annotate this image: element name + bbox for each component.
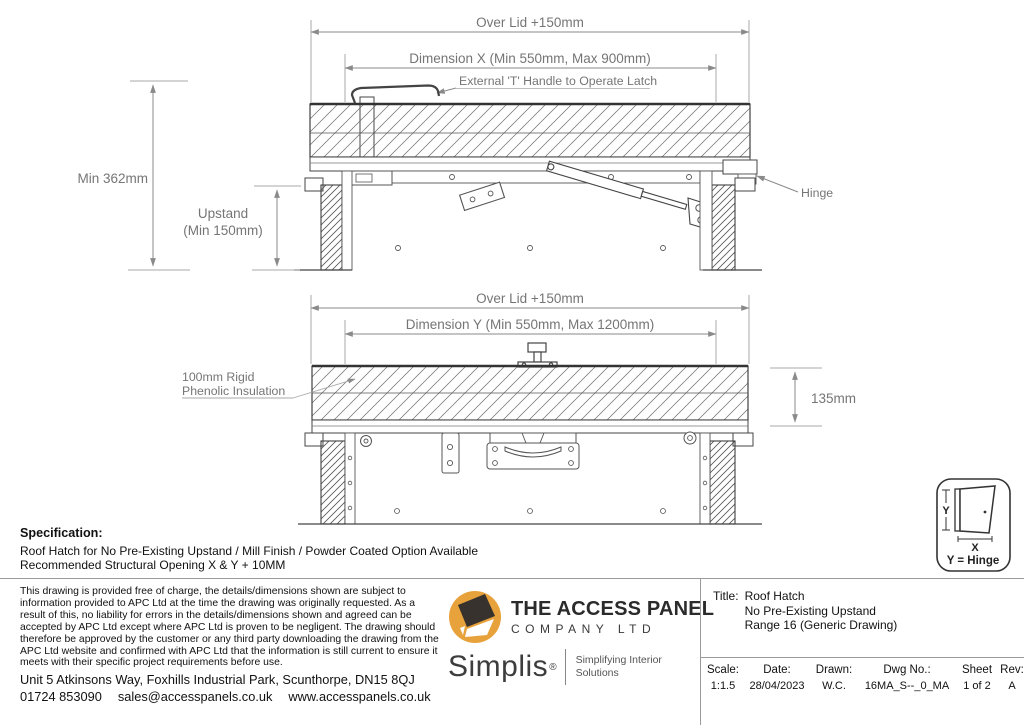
specification-line: Recommended Structural Opening X & Y + 10MM <box>20 558 286 572</box>
section-view-x <box>77 15 833 270</box>
legend-y-label: Y <box>942 505 950 517</box>
drawing-title-line1: Roof Hatch <box>744 589 805 603</box>
meta-label-drawn: Drawn: <box>815 664 853 676</box>
divider <box>565 649 566 685</box>
dim-label-over-lid-y: Over Lid +150mm <box>476 291 584 306</box>
meta-value-dwg-no: 16MA_S--_0_MA <box>864 680 950 692</box>
upstand-wall-left-y <box>321 441 345 524</box>
meta-label-sheet: Sheet <box>961 664 993 676</box>
drawing-meta-table <box>701 664 1024 692</box>
legend-x-label: X <box>971 542 979 554</box>
meta-label-rev: Rev: <box>1000 664 1024 676</box>
meta-label-dwg-no: Dwg No.: <box>883 664 931 676</box>
disclaimer-text: This drawing is provided free of charge, the details/dimensions shown are subject to information provided to APC Ltd at the time the drawing was originally requested. As a result of this, no liability for errors in the details/dimensions shown and agreed can be accepted by APC Ltd except where APC Ltd is proven to be negligent. The drawing should therefore be approved by the customer or any third party downloading the drawing from the APC Ltd website and confirmed with APC Ltd that the information is still current to ensure it meets with their specific project requirements before use. <box>20 586 439 669</box>
simplis-tagline-2: Solutions <box>575 667 619 679</box>
insulation-label-1: 100mm Rigid <box>182 370 255 384</box>
handle-label: External 'T' Handle to Operate Latch <box>459 74 658 88</box>
upstand-wall-left <box>321 185 342 270</box>
drawing-title-line3: Range 16 (Generic Drawing) <box>744 618 898 632</box>
meta-value-scale: 1:1.5 <box>710 680 736 692</box>
upstand-wall-right <box>712 185 735 270</box>
title-label: Title: <box>713 589 739 603</box>
brand-name-line1: THE ACCESS PANEL <box>511 598 715 620</box>
specification-heading: Specification: <box>20 526 103 540</box>
upstand-wall-right-y <box>710 441 735 524</box>
door-icon <box>960 486 995 533</box>
insulation-label-2: Phenolic Insulation <box>182 384 286 398</box>
t-handle-end-view <box>518 343 557 367</box>
dim-label-135: 135mm <box>811 391 857 406</box>
specification-line: Roof Hatch for No Pre-Existing Upstand / Mill Finish / Powder Coated Option Available <box>20 544 478 558</box>
meta-value-drawn: W.C. <box>822 680 846 692</box>
title-block <box>700 579 1024 725</box>
meta-value-rev: A <box>1008 680 1016 692</box>
brand-name-line2: COMPANY LTD <box>511 622 657 636</box>
address-block <box>20 672 447 705</box>
registered-mark: ® <box>549 661 557 673</box>
meta-label-scale: Scale: <box>707 664 739 676</box>
address-line: Unit 5 Atkinsons Way, Foxhills Industrial Park, Scunthorpe, DN15 8QJ <box>20 672 415 687</box>
simplis-logo <box>448 649 662 685</box>
meta-label-date: Date: <box>763 664 791 676</box>
hinge-label: Hinge <box>801 186 834 200</box>
phone-number: 01724 853090 <box>20 688 102 704</box>
dim-label-upstand-2: (Min 150mm) <box>183 223 263 238</box>
dim-label-x: Dimension X (Min 550mm, Max 900mm) <box>409 51 651 66</box>
latch-assembly <box>487 433 579 469</box>
dim-label-upstand-1: Upstand <box>197 206 249 221</box>
dim-label-min-height: Min 362mm <box>77 171 148 186</box>
website-link[interactable]: www.accesspanels.co.uk <box>288 688 431 704</box>
simplis-wordmark: Simplis <box>448 650 549 683</box>
section-view-y <box>182 291 856 524</box>
drawing-title-line2: No Pre-Existing Upstand <box>744 603 876 618</box>
company-logo <box>448 590 714 644</box>
divider <box>701 657 1024 658</box>
simplis-tagline-1: Simplifying Interior <box>575 654 662 666</box>
meta-value-sheet: 1 of 2 <box>963 680 991 692</box>
footer <box>0 578 1024 725</box>
legend-caption: Y = Hinge <box>946 555 1000 567</box>
latch-plate <box>460 182 505 210</box>
hinge-legend <box>937 479 1010 571</box>
dim-label-over-lid-x: Over Lid +150mm <box>476 15 584 30</box>
email-link[interactable]: sales@accesspanels.co.uk <box>117 688 273 704</box>
dim-label-y: Dimension Y (Min 550mm, Max 1200mm) <box>405 317 655 332</box>
lid-section-x <box>310 104 750 157</box>
access-panel-logo-icon <box>448 590 502 644</box>
specification-block <box>20 526 478 572</box>
meta-value-date: 28/04/2023 <box>749 680 805 692</box>
